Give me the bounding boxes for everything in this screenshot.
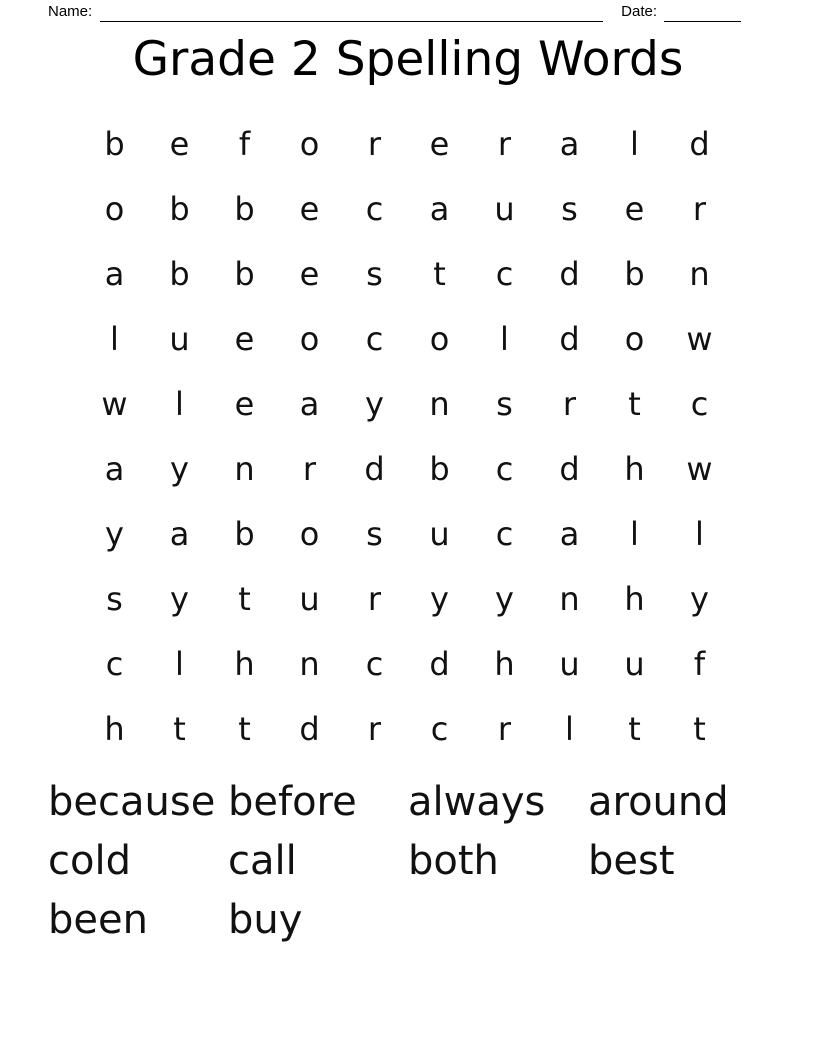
grid-letter: h <box>624 579 645 618</box>
grid-letter: l <box>630 124 639 163</box>
word-item: best <box>588 837 675 884</box>
grid-letter: b <box>234 254 255 293</box>
grid-letter: r <box>497 709 512 748</box>
grid-letter: n <box>429 384 450 423</box>
word-item: been <box>48 896 148 943</box>
grid-letter: c <box>495 254 514 293</box>
page-title: Grade 2 Spelling Words <box>132 32 684 87</box>
grid-letter: b <box>104 124 125 163</box>
grid-letter: y <box>430 579 449 618</box>
grid-letter: d <box>559 319 580 358</box>
grid-letter: e <box>234 384 255 423</box>
grid-letter: l <box>500 319 509 358</box>
grid-letter: e <box>299 254 320 293</box>
grid-letter: w <box>686 449 713 488</box>
grid-letter: t <box>238 709 251 748</box>
grid-letter: b <box>169 254 190 293</box>
grid-letter: n <box>234 449 255 488</box>
grid-letter: o <box>299 514 320 553</box>
grid-letter: y <box>105 514 124 553</box>
grid-letter: c <box>495 514 514 553</box>
grid-letter: w <box>101 384 128 423</box>
grid-letter: r <box>497 124 512 163</box>
grid-letter: l <box>110 319 119 358</box>
grid-letter: h <box>234 644 255 683</box>
grid-letter: c <box>365 189 384 228</box>
grid-letter: c <box>365 319 384 358</box>
grid-letter: r <box>367 124 382 163</box>
word-item: buy <box>228 896 303 943</box>
grid-letter: l <box>175 644 184 683</box>
grid-letter: c <box>430 709 449 748</box>
date-label: Date: <box>621 3 657 20</box>
grid-letter: a <box>299 384 320 423</box>
grid-letter: y <box>690 579 709 618</box>
grid-letter: o <box>299 124 320 163</box>
grid-letter: c <box>105 644 124 683</box>
word-item: call <box>228 837 297 884</box>
grid-letter: d <box>689 124 710 163</box>
word-item: cold <box>48 837 131 884</box>
grid-letter: s <box>106 579 123 618</box>
name-blank-line <box>100 6 603 22</box>
grid-letter: u <box>494 189 515 228</box>
grid-letter: a <box>104 449 125 488</box>
grid-letter: d <box>299 709 320 748</box>
grid-letter: s <box>366 514 383 553</box>
grid-letter: l <box>565 709 574 748</box>
grid-letter: t <box>173 709 186 748</box>
grid-letter: r <box>562 384 577 423</box>
word-item: always <box>408 778 546 825</box>
grid-letter: o <box>104 189 125 228</box>
name-date-header <box>48 4 741 22</box>
grid-letter: u <box>429 514 450 553</box>
grid-letter: n <box>559 579 580 618</box>
grid-letter: u <box>169 319 190 358</box>
grid-letter: c <box>690 384 709 423</box>
grid-letter: t <box>433 254 446 293</box>
grid-letter: e <box>299 189 320 228</box>
grid-letter: e <box>624 189 645 228</box>
grid-letter: h <box>104 709 125 748</box>
grid-letter: d <box>559 254 580 293</box>
grid-letter: t <box>628 384 641 423</box>
grid-letter: d <box>364 449 385 488</box>
date-blank-line <box>664 6 741 22</box>
name-label: Name: <box>48 3 93 20</box>
grid-letter: d <box>429 644 450 683</box>
grid-letter: e <box>429 124 450 163</box>
grid-letter: u <box>299 579 320 618</box>
grid-letter: h <box>494 644 515 683</box>
word-item: before <box>228 778 357 825</box>
grid-letter: a <box>429 189 450 228</box>
grid-letter: u <box>559 644 580 683</box>
grid-letter: r <box>367 709 382 748</box>
grid-letter: c <box>495 449 514 488</box>
grid-letter: a <box>104 254 125 293</box>
grid-letter: r <box>302 449 317 488</box>
grid-letter: s <box>496 384 513 423</box>
grid-letter: e <box>234 319 255 358</box>
grid-letter: a <box>169 514 190 553</box>
grid-letter: a <box>559 124 580 163</box>
grid-letter: b <box>234 189 255 228</box>
grid-letter: b <box>429 449 450 488</box>
grid-letter: u <box>624 644 645 683</box>
word-item: around <box>588 778 729 825</box>
grid-letter: h <box>624 449 645 488</box>
grid-letter: o <box>624 319 645 358</box>
grid-letter: n <box>689 254 710 293</box>
grid-letter: l <box>175 384 184 423</box>
grid-letter: w <box>686 319 713 358</box>
grid-letter: f <box>693 644 706 683</box>
word-list <box>48 772 768 949</box>
grid-letter: t <box>238 579 251 618</box>
word-item: both <box>408 837 499 884</box>
letter-grid <box>82 111 732 761</box>
grid-letter: c <box>365 644 384 683</box>
grid-letter: l <box>630 514 639 553</box>
grid-letter: r <box>692 189 707 228</box>
grid-letter: s <box>561 189 578 228</box>
grid-letter: t <box>693 709 706 748</box>
grid-letter: b <box>624 254 645 293</box>
grid-letter: y <box>170 449 189 488</box>
grid-letter: t <box>628 709 641 748</box>
grid-letter: b <box>169 189 190 228</box>
grid-letter: s <box>366 254 383 293</box>
grid-letter: d <box>559 449 580 488</box>
grid-letter: b <box>234 514 255 553</box>
grid-letter: y <box>365 384 384 423</box>
grid-letter: y <box>170 579 189 618</box>
grid-letter: r <box>367 579 382 618</box>
word-item: because <box>48 778 216 825</box>
grid-letter: a <box>559 514 580 553</box>
grid-letter: f <box>238 124 251 163</box>
grid-letter: o <box>429 319 450 358</box>
grid-letter: e <box>169 124 190 163</box>
grid-letter: n <box>299 644 320 683</box>
grid-letter: o <box>299 319 320 358</box>
grid-letter: l <box>695 514 704 553</box>
grid-letter: y <box>495 579 514 618</box>
